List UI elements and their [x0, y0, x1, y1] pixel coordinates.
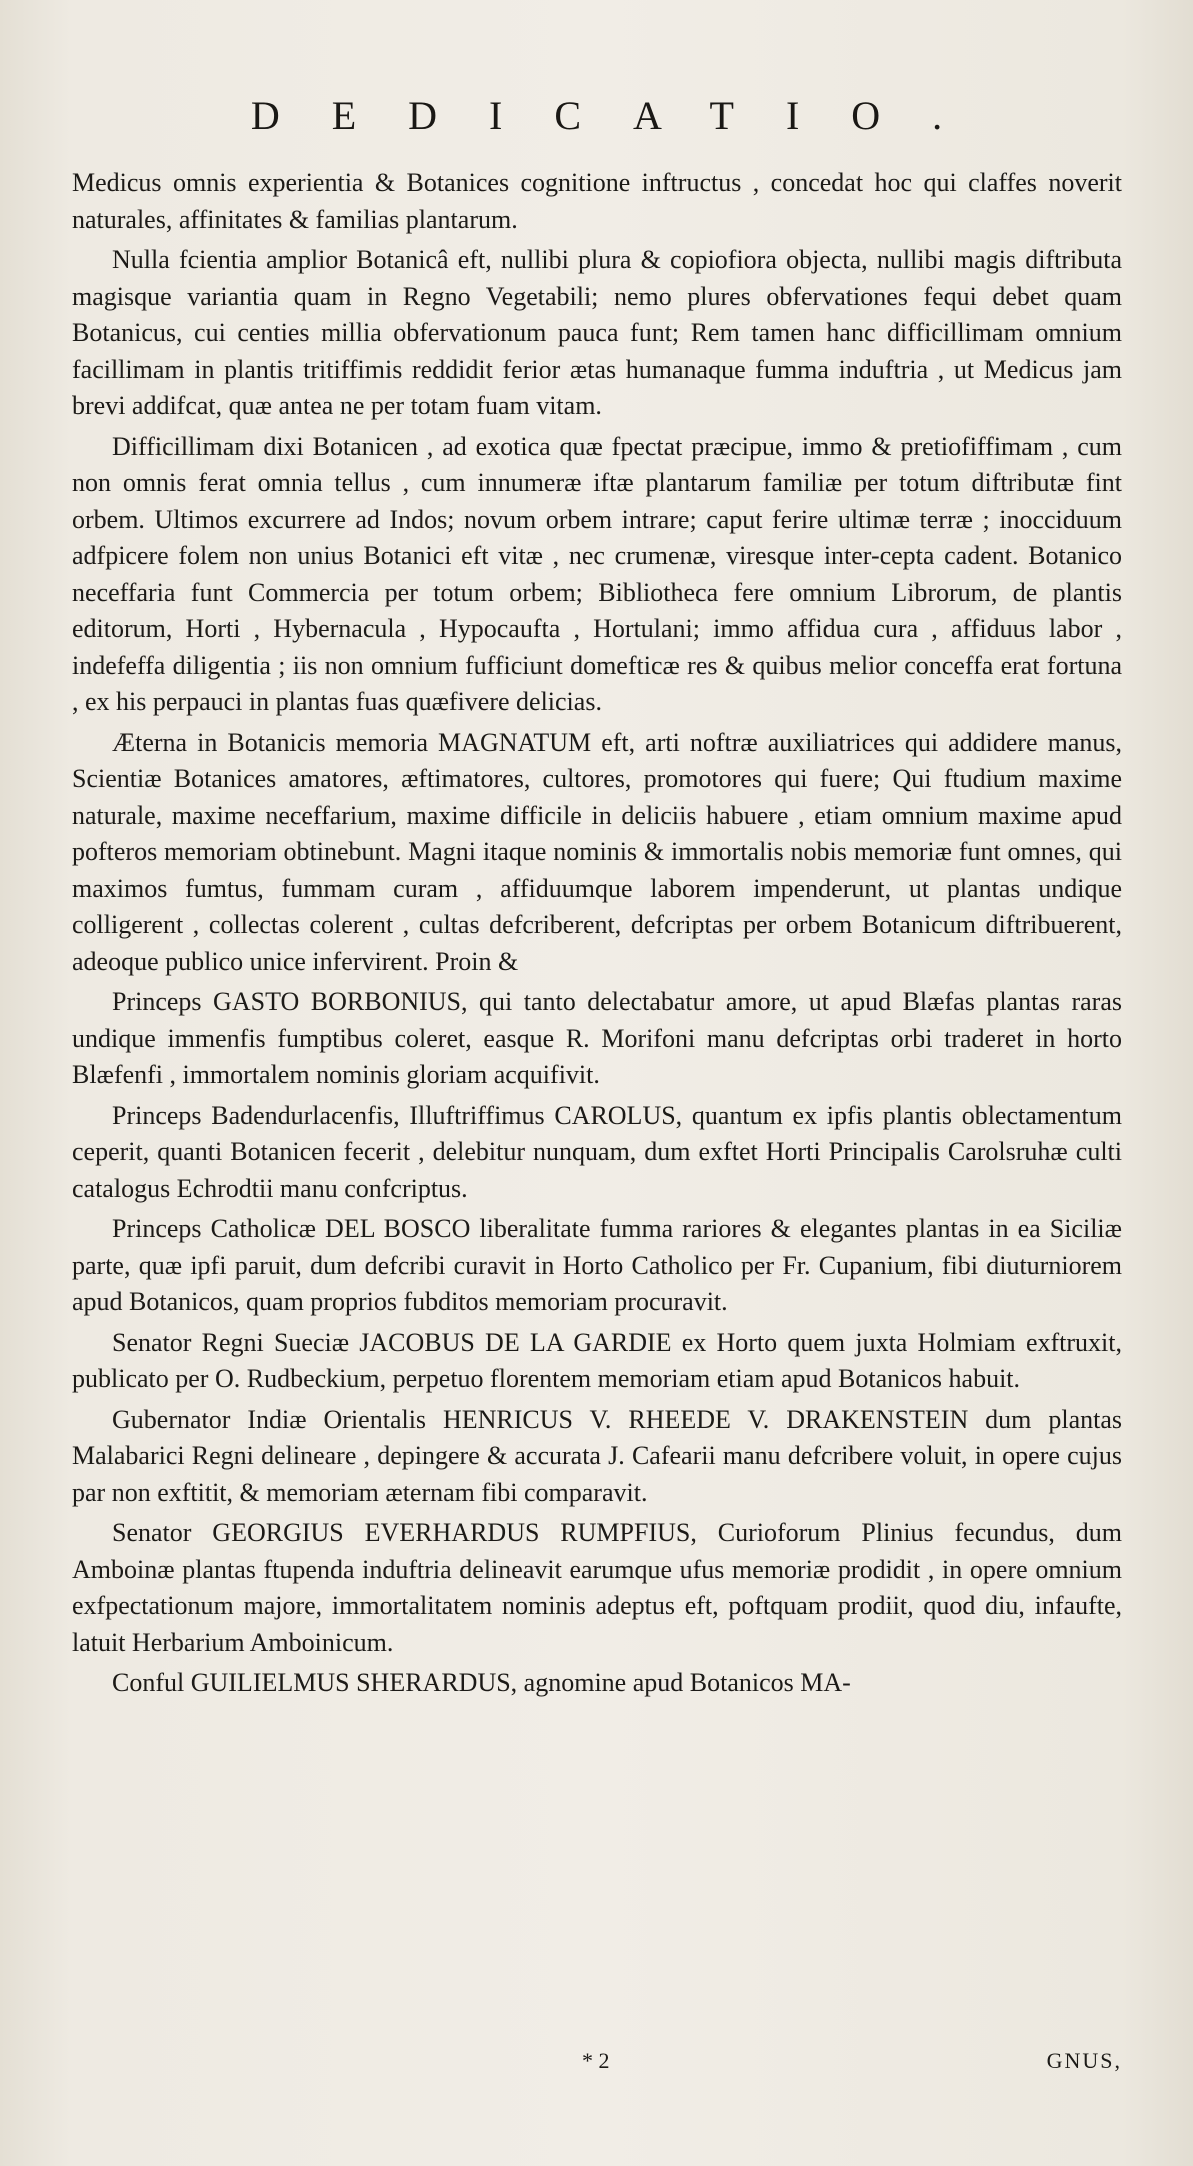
paragraph: Princeps Catholicæ DEL BOSCO liberalitate fumma rariores & elegantes plantas in ea Siciliæ parte, quæ ipfi paruit, dum defcribi curavit in Horto Catholico per Fr. Cupanium, fibi diuturniorem apud Botanicos, quam proprios fubditos memoriam procuravit.: [72, 1214, 1122, 1316]
paragraph: Senator GEORGIUS EVERHARDUS RUMPFIUS, Curioforum Plinius fecundus, dum Amboinæ plantas ftupenda induftria delineavit earumque ufus memoriæ prodidit , in opere omnium exfpectationum majore, immortalitatem nominis adeptus eft, poftquam prodiit, quod diu, infaufte, latuit Herbarium Amboinicum.: [72, 1518, 1122, 1657]
paragraph: Difficillimam dixi Botanicen , ad exotica quæ fpectat præcipue, immo & pretiofiffimam , cum non omnis ferat omnia tellus , cum innumeræ iftæ plantarum familiæ per totum diftributæ fint orbem. Ultimos excurrere ad Indos; novum orbem intrare; caput ferire ultimæ terræ ; inocciduum adfpicere folem non unius Botanici eft vitæ , nec crumenæ, viresque inter-cepta cadent. Botanico neceffaria funt Commercia per totum orbem; Bibliotheca fere omnium Librorum, de plantis editorum, Horti , Hybernacula , Hypocaufta , Hortulani; immo affidua cura , affiduus labor , indefeffa diligentia ; iis non omnium fufficiunt domefticæ res & quibus melior conceffa erat fortuna , ex his perpauci in plantas fuas quæfivere delicias.: [72, 431, 1122, 716]
body-text: [72, 165, 1122, 1706]
paragraph: Medicus omnis experientia & Botanices cognitione inftructus , concedat hoc qui claffes noverit naturales, affinitates & familias plantarum.: [72, 168, 1122, 234]
paragraph: Æterna in Botanicis memoria MAGNATUM eft, arti noftræ auxiliatrices qui addidere manus, Scientiæ Botanices amatores, æftimatores, cultores, promotores qui fuere; Qui ftudium maxime naturale, maxime neceffarium, maxime difficile in deliciis habuere , etiam omnium maxime apud pofteros memoriam obtinebunt. Magni itaque nominis & immortalis nobis memoriæ funt omnes, qui maximos fumtus, fummam curam , affiduumque laborem impenderunt, ut plantas undique colligerent , collectas colerent , cultas defcriberent, defcriptas per orbem Botanicum diftribuerent, adeoque publico unice infervirent. Proin &: [72, 727, 1122, 976]
signature-mark: * 2: [582, 2048, 610, 2073]
paragraph: Senator Regni Sueciæ JACOBUS DE LA GARDIE ex Horto quem juxta Holmiam exftruxit, publicato per O. Rudbeckium, perpetuo florentem memoriam etiam apud Botanicos habuit.: [72, 1327, 1122, 1393]
catchword: GNUS,: [1046, 2048, 1122, 2073]
paragraph: Gubernator Indiæ Orientalis HENRICUS V. RHEEDE V. DRAKENSTEIN dum plantas Malabarici Regni delineare , depingere & accurata J. Cafearii manu defcribere voluit, in opere cujus par non exftitit, & memoriam æternam fibi comparavit.: [72, 1404, 1122, 1507]
paragraph: Princeps GASTO BORBONIUS, qui tanto delectabatur amore, ut apud Blæfas plantas raras undique immenfis fumptibus coleret, easque R. Morifoni manu defcriptas orbi traderet in horto Blæfenfi , immortalem nominis gloriam acquifivit.: [72, 987, 1122, 1089]
paragraph: Conful GUILIELMUS SHERARDUS, agnomine apud Botanicos MA-: [112, 1668, 851, 1697]
paragraph: Nulla fcientia amplior Botanicâ eft, nullibi plura & copiofiora objecta, nullibi magis diftributa magisque variantia quam in Regno Vegetabili; nemo plures obfervationes fequi debet quam Botanicus, cui centies millia obfervationum pauca funt; Rem tamen hanc difficillimam omnium facillimam in plantis tritiffimis reddidit ferior ætas humanaque fumma induftria , ut Medicus jam brevi addifcat, quæ antea ne per totam fuam vitam.: [72, 245, 1122, 420]
page-title: DEDICATIO.: [250, 93, 995, 138]
paragraph: Princeps Badendurlacenfis, Illuftriffimus CAROLUS, quantum ex ipfis plantis oblectamentum ceperit, quanti Botanicen fecerit , delebitur nunquam, dum exftet Horti Principalis Carolsruhæ culti catalogus Echrodtii manu confcriptus.: [72, 1100, 1122, 1203]
